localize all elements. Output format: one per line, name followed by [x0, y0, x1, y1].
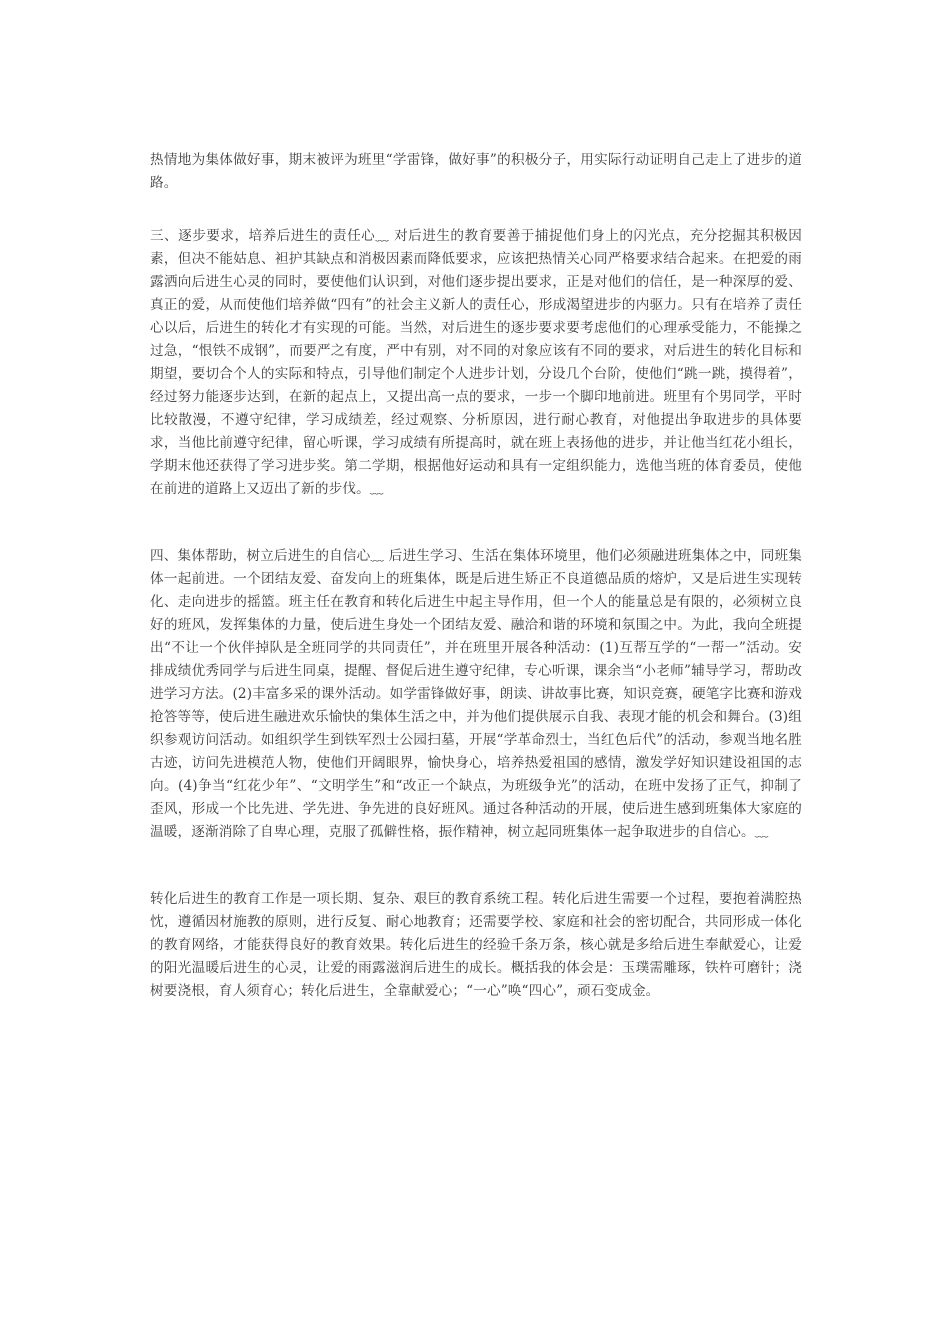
paragraph-section-four-confidence: 四、集体帮助，树立后进生的自信心﹏ 后进生学习、生活在集体环境里，他们必须融进班集体之中，同班集体一起前进。一个团结友爱、奋发向上的班集体，既是后进生矫正不良道德品质的熔炉，又是后进生实现转化、走向进步的摇篮。班主任在教育和转化后进生中起主导作用，但一个人的能量总是有限的，必须树立良好的班风，发挥集体的力量，使后进生身处一个团结友爱、融洽和谐的环境和氛围之中。为此，我向全班提出“不让一个伙伴掉队是全班同学的共同责任”，并在班里开展各种活动：(1)互帮互学的“一帮一”活动。安排成绩优秀同学与后进生同桌，提醒、督促后进生遵守纪律，专心听课，课余当“小老师”辅导学习，帮助改进学习方法。(2)丰富多采的课外活动。如学雷锋做好事，朗读、讲故事比赛，知识竞赛，硬笔字比赛和游戏抢答等等，使后进生融进欢乐愉快的集体生活之中，并为他们提供展示自我、表现才能的机会和舞台。(3)组织参观访问活动。如组织学生到铁军烈士公园扫墓，开展“学革命烈士，当红色后代”的活动，参观当地名胜古迹，访问先进模范人物，使他们开阔眼界，愉快身心，培养热爱祖国的感情，激发学好知识建设祖国的志向。(4)争当“红花少年”、“文明学生”和“改正一个缺点，为班级争光”的活动，在班中发扬了正气，抑制了歪风，形成一个比先进、学先进、争先进的良好班风。通过各种活动的开展，使后进生感到班集体大家庭的温暖，逐渐消除了自卑心理，克服了孤僻性格，振作精神，树立起同班集体一起争取进步的自信心。﹏ — [150, 548, 802, 840]
paragraph-collective-good-deeds: 热情地为集体做好事，期末被评为班里“学雷锋，做好事”的积极分子，用实际行动证明自己走上了进步的道路。 — [150, 152, 802, 191]
paragraph-section-three-responsibility: 三、逐步要求，培养后进生的责任心﹏ 对后进生的教育要善于捕捉他们身上的闪光点，充分挖掘其积极因素，但决不能姑息、袒护其缺点和消极因素而降低要求，应该把热情关心同严格要求结合起来。在把爱的雨露洒向后进生心灵的同时，要使他们认识到，对他们逐步提出要求，正是对他们的信任，是一种深厚的爱、真正的爱，从而使他们培养做“四有”的社会主义新人的责任心，形成渴望进步的内驱力。只有在培养了责任心以后，后进生的转化才有实现的可能。当然，对后进生的逐步要求要考虑他们的心理承受能力，不能操之过急，“恨铁不成钢”，而要严之有度，严中有别，对不同的对象应该有不同的要求，对后进生的转化目标和期望，要切合个人的实际和特点，引导他们制定个人进步计划，分设几个台阶，使他们“跳一跳，摸得着”，经过努力能逐步达到，在新的起点上，又提出高一点的要求，一步一个脚印地前进。班里有个男同学，平时比较散漫，不遵守纪律，学习成绩差，经过观察、分析原因，进行耐心教育，对他提出争取进步的具体要求，当他比前遵守纪律，留心听课，学习成绩有所提高时，就在班上表扬他的进步，并让他当红花小组长，学期末他还获得了学习进步奖。第二学期，根据他好运动和具有一定组织能力，选他当班的体育委员，使他在前进的道路上又迈出了新的步伐。﹏ — [150, 228, 802, 497]
paragraph-conclusion: 转化后进生的教育工作是一项长期、复杂、艰巨的教育系统工程。转化后进生需要一个过程，要抱着满腔热忱，遵循因材施教的原则，进行反复、耐心地教育；还需要学校、家庭和社会的密切配合，共同形成一体化的教育网络，才能获得良好的教育效果。转化后进生的经验千条万条，核心就是多给后进生奉献爱心，让爱的阳光温暖后进生的心灵，让爱的雨露滋润后进生的成长。概括我的体会是：玉璞需雕琢，铁杵可磨针；浇树要浇根，育人须育心；转化后进生，全靠献爱心；“一心”唤“四心”，顽石变成金。 — [150, 891, 802, 999]
